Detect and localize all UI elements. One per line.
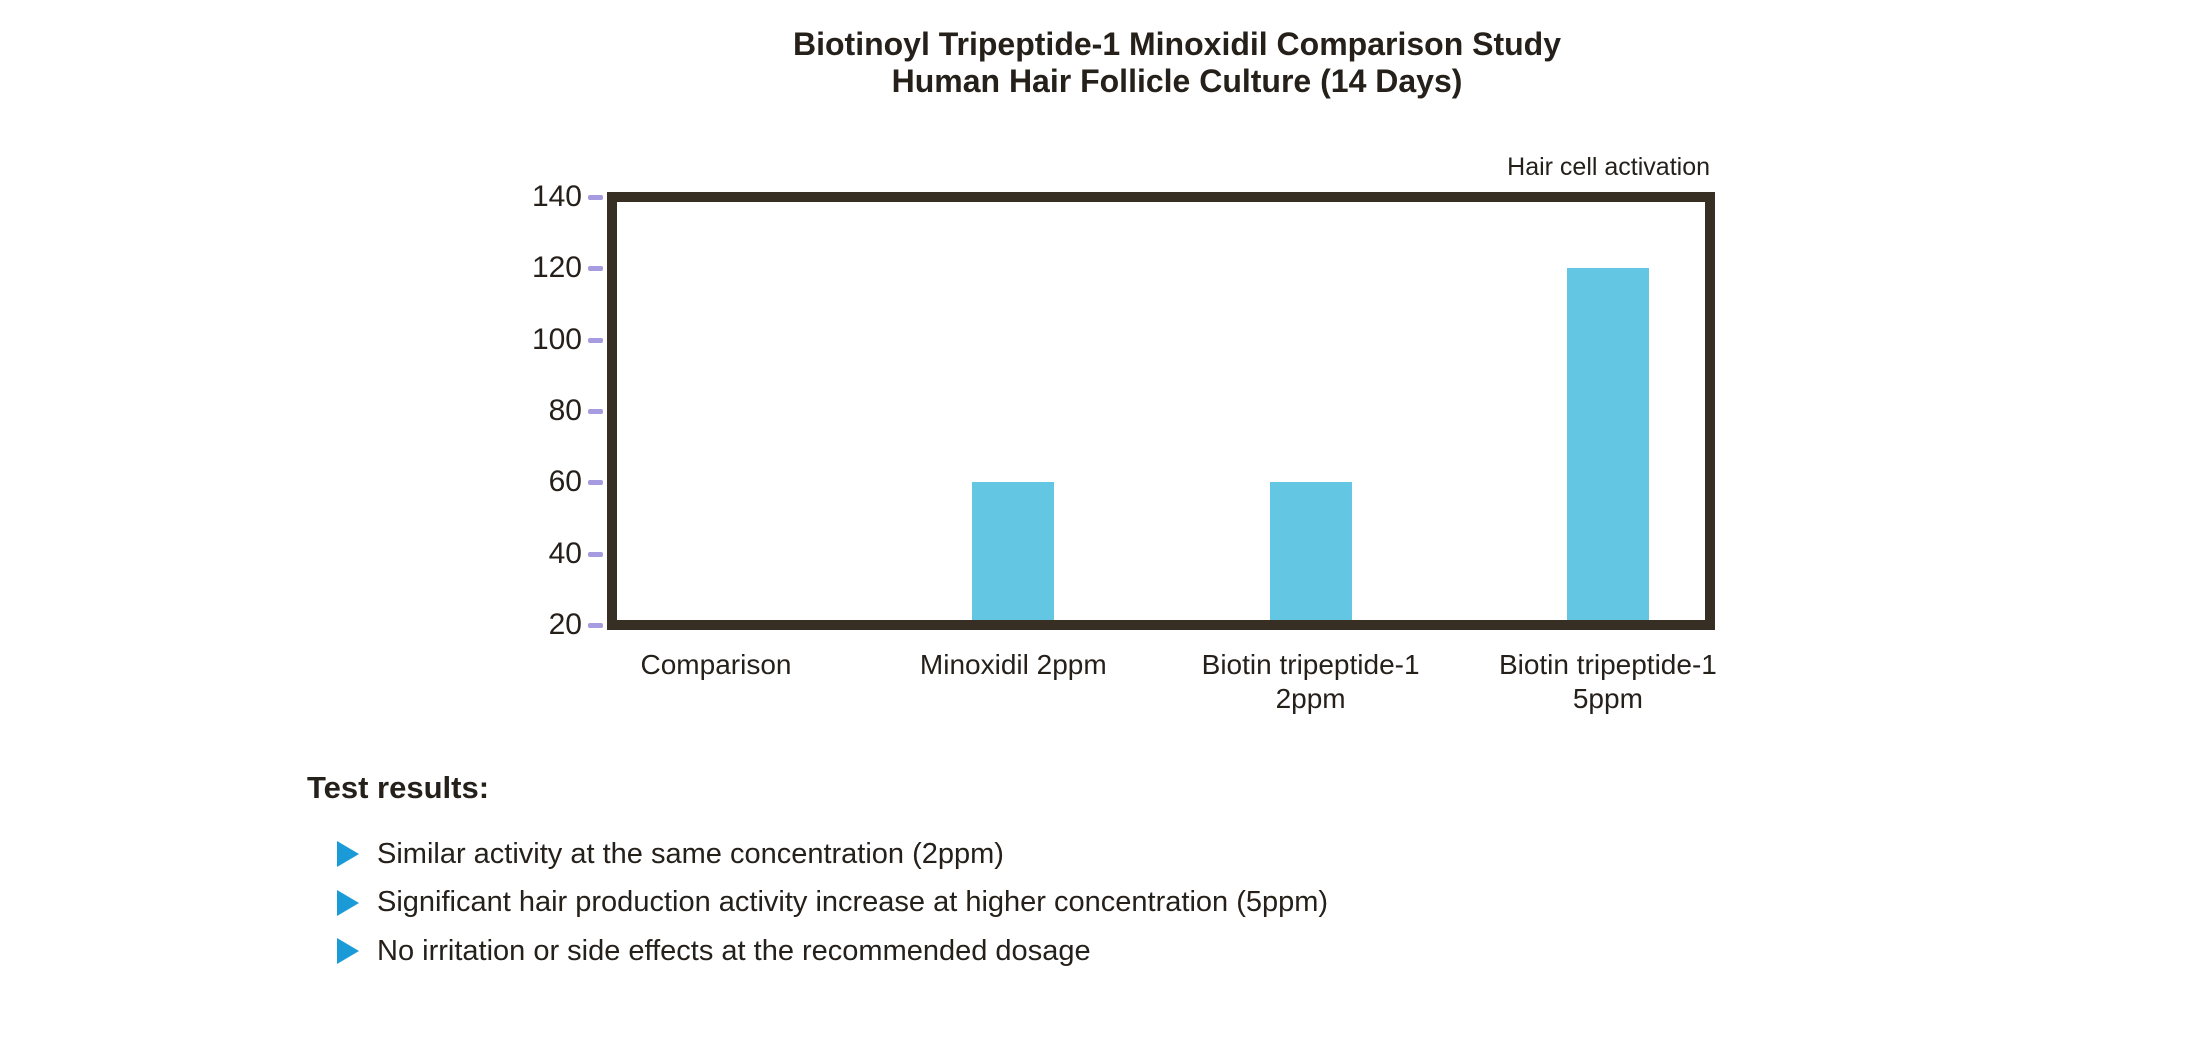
triangle-bullet-icon: [337, 938, 359, 964]
chart-title: [154, 26, 2200, 100]
x-axis-label-comparison: Comparison: [640, 649, 792, 680]
triangle-bullet-icon: [337, 841, 359, 867]
y-tick-mark: [588, 266, 603, 271]
result-item: [337, 836, 1004, 872]
chart-title-line2: Human Hair Follicle Culture (14 Days): [891, 63, 1463, 99]
y-tick-mark: [588, 338, 603, 343]
y-tick-mark: [588, 480, 603, 485]
chart-bar-biotin-tripeptide-1-2ppm: [1270, 482, 1352, 620]
y-tick-label: 100: [531, 322, 582, 356]
y-tick-label: 40: [548, 536, 582, 570]
chart-bar-biotin-tripeptide-1-5ppm: [1567, 268, 1649, 620]
y-tick-label: 120: [531, 251, 582, 285]
results-heading: Test results:: [307, 770, 490, 805]
result-item-text: Significant hair production activity increase at higher concentration (5ppm): [377, 886, 1329, 918]
chart-bar-minoxidil-2ppm: [972, 482, 1054, 620]
y-tick-label: 60: [548, 465, 582, 499]
result-item: [337, 933, 1091, 969]
x-axis-label-minoxidil-2ppm: Minoxidil 2ppm: [919, 649, 1107, 680]
result-item-text: No irritation or side effects at the recommended dosage: [377, 934, 1091, 967]
triangle-bullet-icon: [337, 890, 359, 916]
y-tick-mark: [588, 409, 603, 414]
plot-area: [531, 153, 1717, 714]
x-axis-label-biotin-tripeptide-1-5ppm: Biotin tripeptide-1 5ppm: [1498, 649, 1717, 714]
y-tick-mark: [588, 195, 603, 200]
y-tick-label: 140: [531, 180, 582, 213]
result-item: [337, 885, 1328, 921]
y-tick-mark: [588, 552, 603, 557]
chart-title-line1: Biotinoyl Tripeptide-1 Minoxidil Comparison Study: [792, 26, 1562, 62]
y-tick-mark: [588, 623, 603, 628]
y-tick-label: 80: [548, 394, 582, 427]
result-item-text: Similar activity at the same concentration (2ppm): [377, 837, 1004, 870]
hair-cell-activation-label: Hair cell activation: [1507, 153, 1710, 181]
x-axis-label-biotin-tripeptide-1-2ppm: Biotin tripeptide-1 2ppm: [1201, 649, 1420, 714]
y-tick-label: 20: [548, 608, 582, 641]
